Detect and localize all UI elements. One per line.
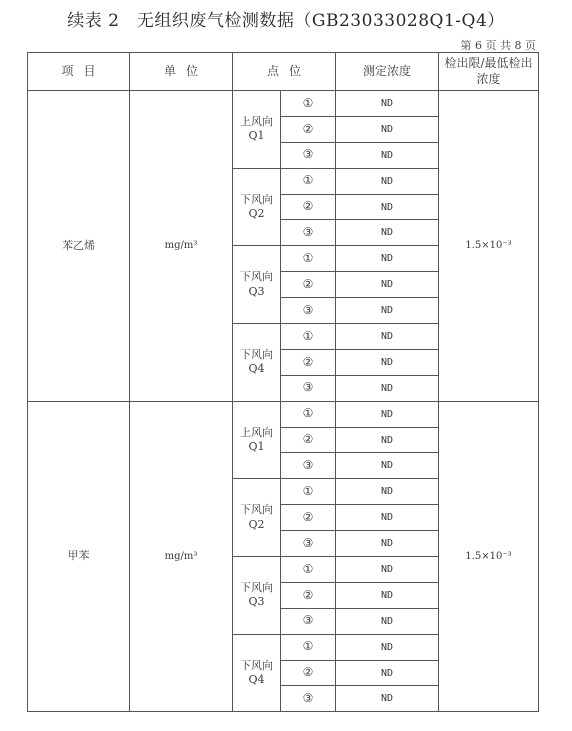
detection-limit: 1.5×10⁻³ [439,91,539,402]
concentration-value: ND [336,246,439,272]
sample-number: ② [281,660,336,686]
concentration-value: ND [336,194,439,220]
concentration-value: ND [336,557,439,583]
sample-number: ③ [281,375,336,401]
sample-number: ③ [281,298,336,324]
sample-number: ③ [281,220,336,246]
location-cell: 上风向Q1 [233,401,281,479]
location-cell: 下风向Q4 [233,634,281,712]
location-cell: 下风向Q2 [233,168,281,246]
concentration-value: ND [336,142,439,168]
concentration-value: ND [336,608,439,634]
concentration-value: ND [336,582,439,608]
location-cell: 上风向Q1 [233,91,281,169]
concentration-value: ND [336,686,439,712]
concentration-value: ND [336,168,439,194]
sample-number: ① [281,557,336,583]
header-item: 项目 [28,53,130,91]
concentration-value: ND [336,349,439,375]
sample-number: ① [281,246,336,272]
concentration-value: ND [336,531,439,557]
concentration-value: ND [336,479,439,505]
sample-number: ③ [281,531,336,557]
sample-number: ③ [281,686,336,712]
sample-number: ② [281,116,336,142]
sample-number: ② [281,505,336,531]
unit-cell: mg/m³ [130,91,233,402]
sample-number: ① [281,479,336,505]
header-row [28,53,539,91]
location-cell: 下风向Q4 [233,324,281,402]
table-row [28,91,539,117]
concentration-value: ND [336,298,439,324]
concentration-value: ND [336,116,439,142]
concentration-value: ND [336,660,439,686]
page-number: 第 6 页 共 8 页 [460,39,536,52]
concentration-value: ND [336,505,439,531]
concentration-value: ND [336,401,439,427]
concentration-value: ND [336,453,439,479]
sample-number: ③ [281,142,336,168]
sample-number: ③ [281,608,336,634]
concentration-value: ND [336,375,439,401]
table-title: 续表 2 无组织废气检测数据（GB23033028Q1-Q4） [67,11,505,31]
sample-number: ② [281,349,336,375]
concentration-value: ND [336,220,439,246]
concentration-value: ND [336,91,439,117]
sample-number: ③ [281,453,336,479]
detection-limit: 1.5×10⁻³ [439,401,539,712]
item-name: 苯乙烯 [28,91,130,402]
unit-cell: mg/m³ [130,401,233,712]
concentration-value: ND [336,272,439,298]
sample-number: ① [281,168,336,194]
header-concentration: 测定浓度 [336,53,439,91]
location-cell: 下风向Q3 [233,557,281,635]
header-limit: 检出限/最低检出浓度 [439,53,539,91]
concentration-value: ND [336,324,439,350]
sample-number: ② [281,272,336,298]
data-table [27,52,539,712]
sample-number: ① [281,324,336,350]
sample-number: ① [281,401,336,427]
concentration-value: ND [336,634,439,660]
concentration-value: ND [336,427,439,453]
sample-number: ② [281,194,336,220]
sample-number: ① [281,634,336,660]
item-name: 甲苯 [28,401,130,712]
header-point: 点位 [233,53,336,91]
header-unit: 单位 [130,53,233,91]
location-cell: 下风向Q2 [233,479,281,557]
table-row [28,401,539,427]
sample-number: ② [281,582,336,608]
sample-number: ② [281,427,336,453]
location-cell: 下风向Q3 [233,246,281,324]
sample-number: ① [281,91,336,117]
